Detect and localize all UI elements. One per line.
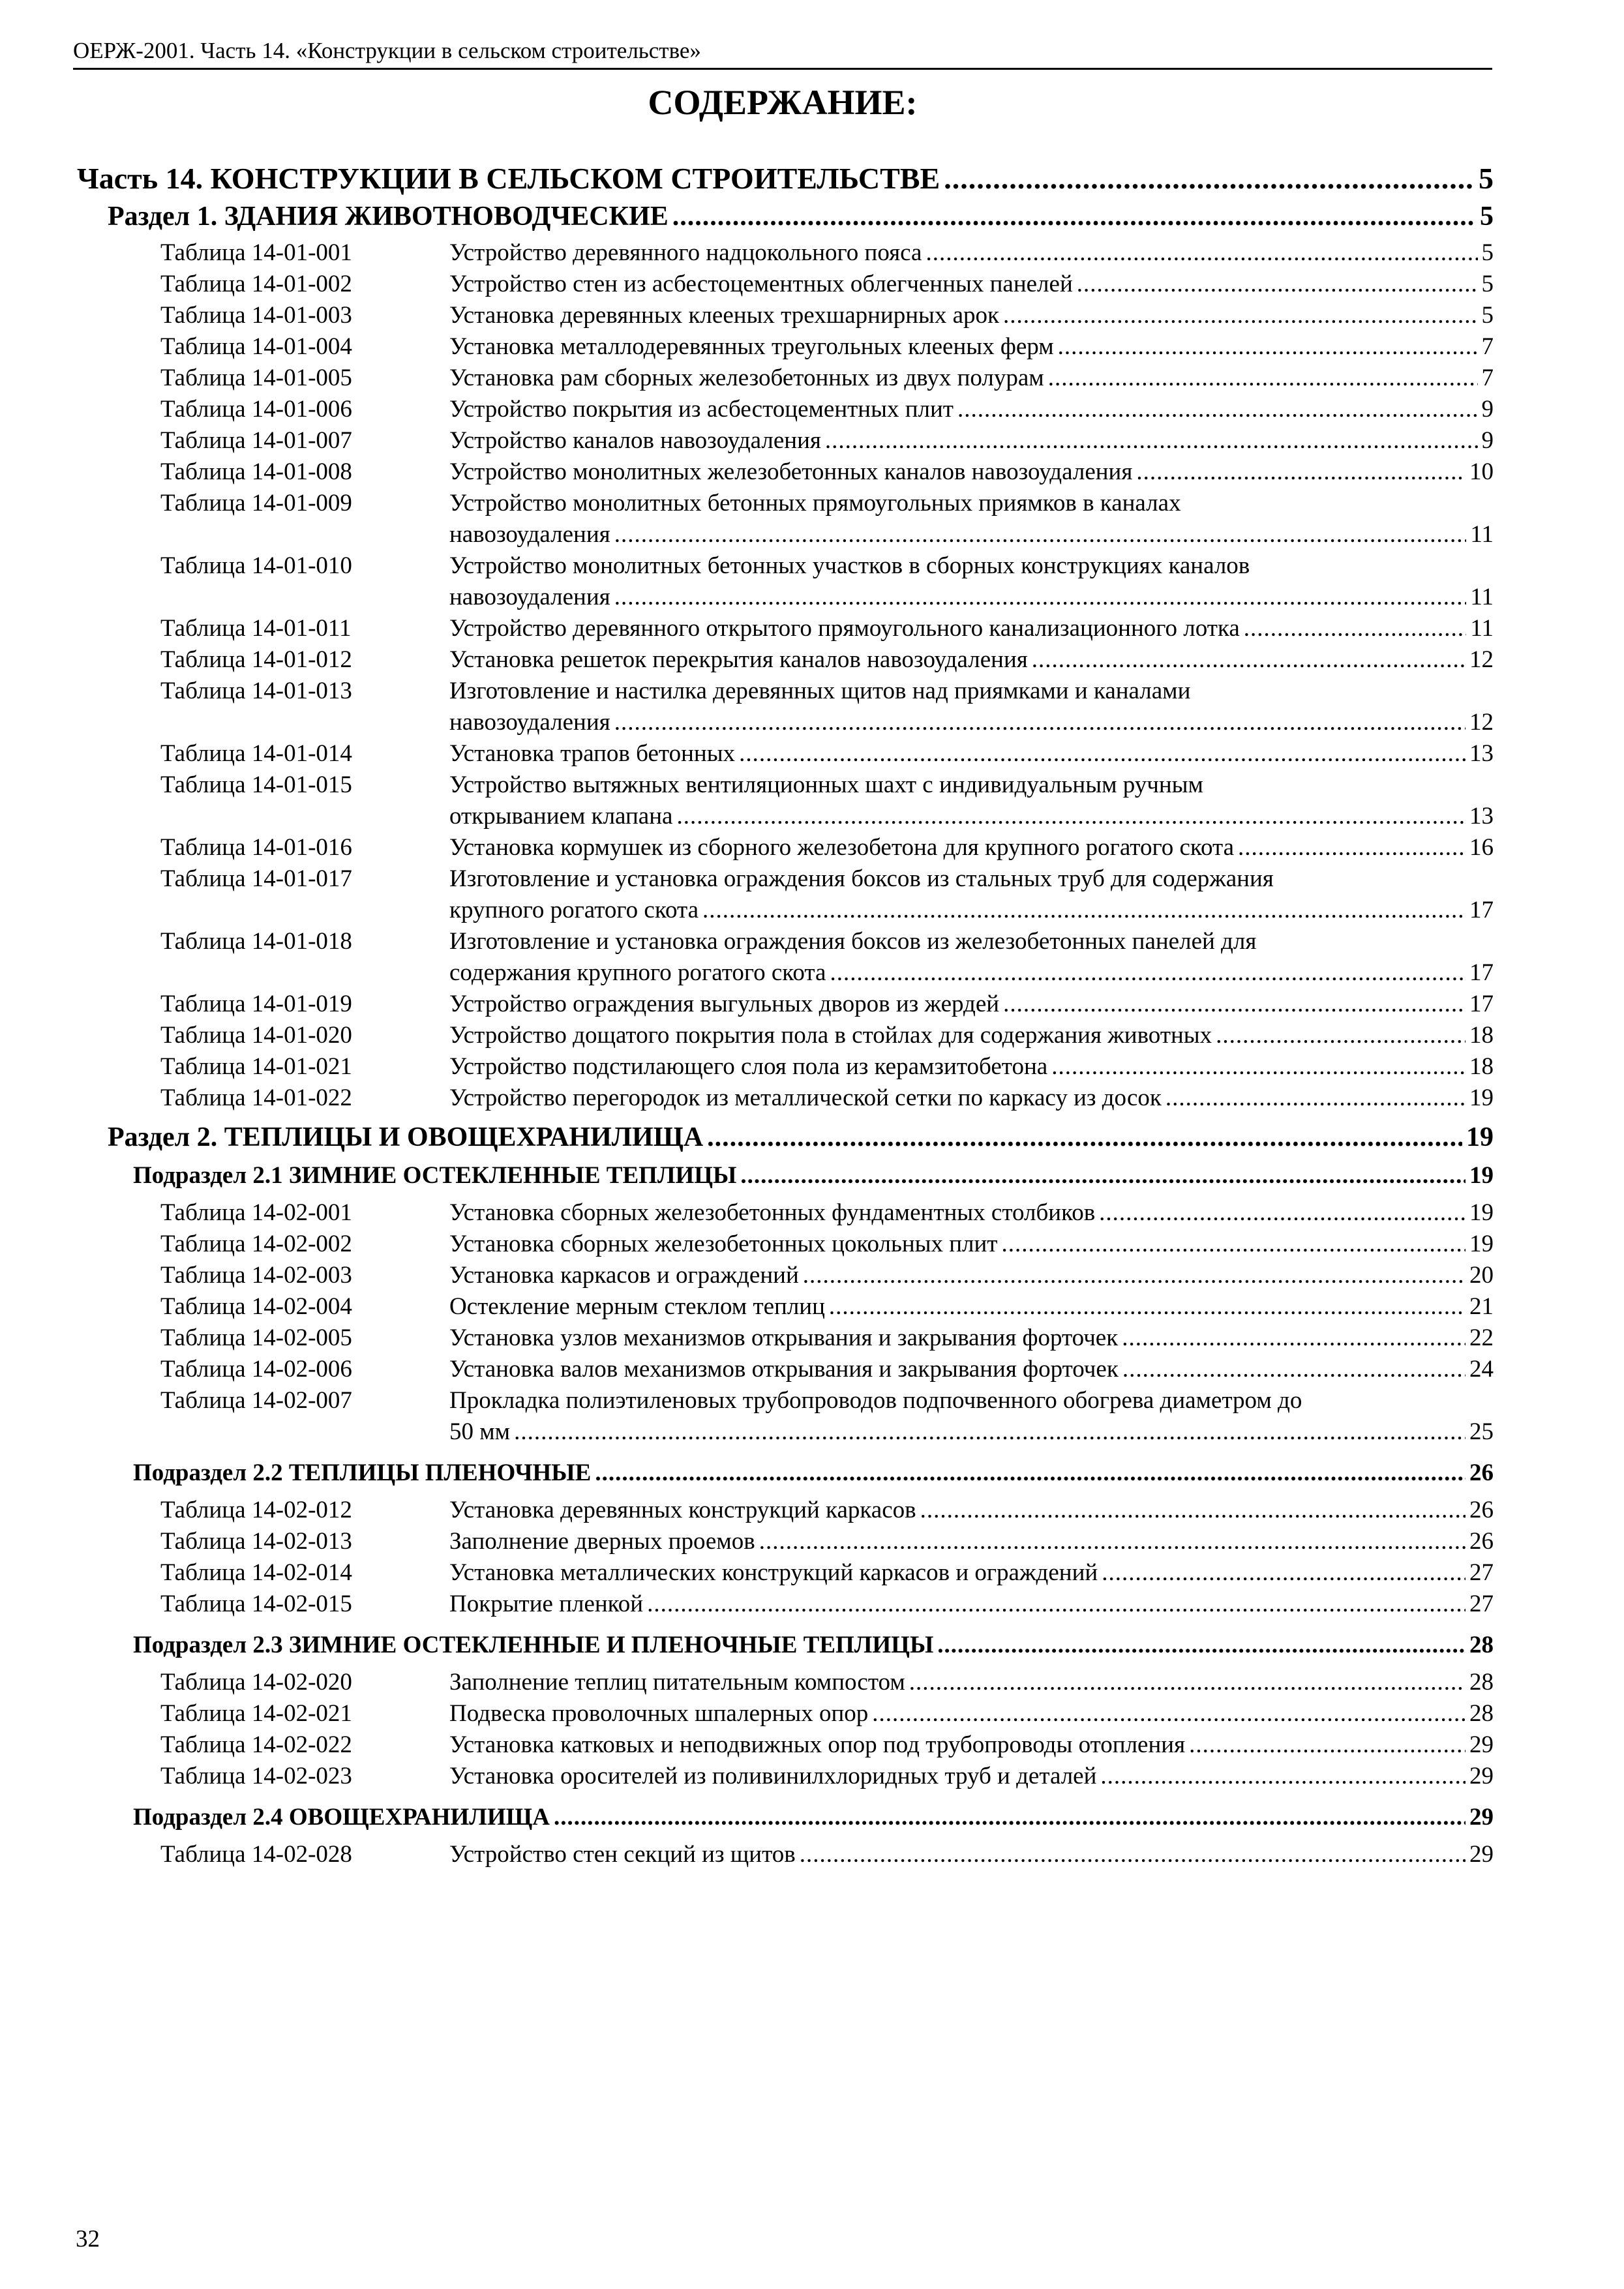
toc-entry-page: 5 bbox=[1481, 239, 1494, 266]
toc-entry bbox=[449, 1197, 1494, 1229]
dot-leader bbox=[944, 160, 1475, 197]
toc-subsection-label: Подраздел 2.4 ОВОЩЕХРАНИЛИЩА bbox=[133, 1804, 550, 1831]
toc-section-page: 19 bbox=[1466, 1122, 1494, 1152]
table-code: Таблица 14-02-003 bbox=[160, 1262, 352, 1289]
table-title-line: Изготовление и установка ограждения боксов из железобетонных панелей для bbox=[449, 928, 1257, 955]
toc-entry-label: Установка трапов бетонных bbox=[449, 740, 736, 767]
toc-entry bbox=[449, 957, 1494, 989]
dot-leader bbox=[1099, 1197, 1466, 1229]
toc-subsection bbox=[133, 1800, 1494, 1833]
dot-leader bbox=[1136, 456, 1466, 488]
toc-entry-label: Установка сборных железобетонных фундаментных столбиков bbox=[449, 1199, 1096, 1226]
toc-entry-label: навозоудаления bbox=[449, 521, 610, 548]
toc-entry-page: 18 bbox=[1469, 1053, 1494, 1080]
toc-entry-page: 11 bbox=[1470, 521, 1494, 548]
table-code: Таблица 14-02-028 bbox=[160, 1841, 352, 1868]
toc-entry-page: 29 bbox=[1469, 1731, 1494, 1758]
table-code: Таблица 14-01-014 bbox=[160, 740, 352, 767]
dot-leader bbox=[909, 1667, 1466, 1698]
dot-leader bbox=[829, 1291, 1466, 1323]
dot-leader bbox=[647, 1589, 1466, 1620]
toc-subsection bbox=[133, 1628, 1494, 1660]
table-code: Таблица 14-01-005 bbox=[160, 365, 352, 391]
dot-leader bbox=[1048, 363, 1478, 394]
dot-leader bbox=[872, 1698, 1466, 1729]
toc-entry-label: Устройство ограждения выгульных дворов из жердей bbox=[449, 991, 1000, 1017]
page-number: 32 bbox=[76, 2226, 100, 2252]
toc-part-label: Часть 14. КОНСТРУКЦИИ В СЕЛЬСКОМ СТРОИТЕЛЬСТВЕ bbox=[77, 162, 940, 195]
table-title-line: Изготовление и установка ограждения боксов из стальных труб для содержания bbox=[449, 865, 1274, 892]
toc-entry-label: Устройство дощатого покрытия пола в стойлах для содержания животных bbox=[449, 1022, 1212, 1049]
toc-entry bbox=[449, 269, 1494, 300]
toc-entry-label: Установка сборных железобетонных цокольных плит bbox=[449, 1231, 998, 1257]
dot-leader bbox=[1077, 269, 1478, 300]
toc-entry-label: 50 мм bbox=[449, 1418, 511, 1445]
toc-entry-label: Установка деревянных конструкций каркасов bbox=[449, 1497, 916, 1523]
dot-leader bbox=[957, 394, 1478, 425]
table-code: Таблица 14-01-001 bbox=[160, 239, 352, 266]
table-code: Таблица 14-02-012 bbox=[160, 1497, 352, 1523]
table-code: Таблица 14-01-013 bbox=[160, 678, 352, 704]
dot-leader bbox=[740, 1161, 1466, 1191]
toc-entry-page: 19 bbox=[1469, 1199, 1494, 1226]
toc-entry-page: 12 bbox=[1469, 709, 1494, 736]
toc-entry-page: 7 bbox=[1481, 365, 1494, 391]
toc-subsection-page: 26 bbox=[1469, 1459, 1494, 1486]
toc-subsection bbox=[133, 1456, 1494, 1488]
toc-entry bbox=[449, 300, 1494, 331]
toc-entry bbox=[449, 363, 1494, 394]
table-code: Таблица 14-02-023 bbox=[160, 1763, 352, 1789]
table-code: Таблица 14-01-002 bbox=[160, 271, 352, 297]
toc-entry bbox=[449, 832, 1494, 863]
toc-entry bbox=[449, 1416, 1494, 1448]
toc-entry-label: Установка рам сборных железобетонных из двух полурам bbox=[449, 365, 1044, 391]
table-code: Таблица 14-01-004 bbox=[160, 333, 352, 360]
toc-entry-page: 24 bbox=[1469, 1356, 1494, 1383]
table-code: Таблица 14-01-022 bbox=[160, 1085, 352, 1111]
table-code: Таблица 14-01-003 bbox=[160, 302, 352, 329]
dot-leader bbox=[707, 1120, 1462, 1154]
toc-entry-page: 13 bbox=[1469, 740, 1494, 767]
toc-entry-label: Остекление мерным стеклом теплиц bbox=[449, 1293, 825, 1320]
toc-entry bbox=[449, 1698, 1494, 1729]
toc-subsection bbox=[133, 1158, 1494, 1191]
table-code: Таблица 14-02-007 bbox=[160, 1387, 352, 1414]
table-code: Таблица 14-02-020 bbox=[160, 1669, 352, 1696]
toc-entry-page: 26 bbox=[1469, 1528, 1494, 1555]
toc-entry bbox=[449, 1354, 1494, 1385]
toc-entry bbox=[449, 613, 1494, 644]
toc-entry bbox=[449, 1260, 1494, 1291]
toc-entry-page: 11 bbox=[1470, 584, 1494, 610]
table-code: Таблица 14-01-019 bbox=[160, 991, 352, 1017]
toc-entry-label: Устройство перегородок из металлической сетки по каркасу из досок bbox=[449, 1085, 1162, 1111]
toc-entry-page: 11 bbox=[1470, 615, 1494, 642]
toc-entry bbox=[449, 1020, 1494, 1051]
toc-entry-label: Установка катковых и неподвижных опор под трубопроводы отопления bbox=[449, 1731, 1186, 1758]
toc-entry-page: 7 bbox=[1481, 333, 1494, 360]
toc-entry bbox=[449, 989, 1494, 1020]
toc-entry-label: Устройство деревянного надцокольного пояса bbox=[449, 239, 922, 266]
table-code: Таблица 14-02-001 bbox=[160, 1199, 352, 1226]
toc-entry-page: 29 bbox=[1469, 1841, 1494, 1868]
dot-leader bbox=[595, 1458, 1466, 1488]
toc-subsection-page: 19 bbox=[1469, 1162, 1494, 1189]
toc-entry-label: Устройство подстилающего слоя пола из керамзитобетона bbox=[449, 1053, 1048, 1080]
toc-entry bbox=[449, 1495, 1494, 1526]
toc-part bbox=[77, 157, 1494, 197]
dot-leader bbox=[925, 237, 1477, 269]
toc-entry bbox=[449, 895, 1494, 926]
table-code: Таблица 14-01-016 bbox=[160, 834, 352, 861]
toc-entry-label: навозоудаления bbox=[449, 584, 610, 610]
table-code: Таблица 14-01-010 bbox=[160, 552, 352, 579]
toc-entry-label: Установка валов механизмов открывания и закрывания форточек bbox=[449, 1356, 1119, 1383]
dot-leader bbox=[1216, 1020, 1466, 1051]
dot-leader bbox=[514, 1416, 1466, 1448]
toc-entry-page: 20 bbox=[1469, 1262, 1494, 1289]
toc-entry-label: Установка металлических конструкций каркасов и ограждений bbox=[449, 1559, 1098, 1586]
toc-entry bbox=[449, 644, 1494, 676]
toc-entry-page: 13 bbox=[1469, 803, 1494, 830]
dot-leader bbox=[614, 582, 1467, 613]
toc-subsection-page: 29 bbox=[1469, 1804, 1494, 1831]
toc-entry-label: Устройство стен из асбестоцементных облегченных панелей bbox=[449, 271, 1073, 297]
toc-entry-label: Покрытие пленкой bbox=[449, 1591, 644, 1617]
table-code: Таблица 14-01-018 bbox=[160, 928, 352, 955]
toc-entry bbox=[449, 237, 1494, 269]
page-title: СОДЕРЖАНИЕ: bbox=[648, 83, 918, 122]
table-code: Таблица 14-02-021 bbox=[160, 1700, 352, 1727]
toc-entry-label: Устройство покрытия из асбестоцементных плит bbox=[449, 396, 954, 423]
toc-section bbox=[108, 197, 1494, 233]
table-code: Таблица 14-02-002 bbox=[160, 1231, 352, 1257]
toc-section-page: 5 bbox=[1480, 202, 1494, 232]
toc-entry-page: 9 bbox=[1481, 427, 1494, 454]
table-title-line: Устройство монолитных бетонных прямоугольных приямков в каналах bbox=[449, 490, 1181, 516]
toc-entry-label: Устройство монолитных железобетонных каналов навозоудаления bbox=[449, 458, 1133, 485]
toc-entry bbox=[449, 1526, 1494, 1557]
table-code: Таблица 14-01-008 bbox=[160, 458, 352, 485]
toc-entry-page: 18 bbox=[1469, 1022, 1494, 1049]
toc-entry bbox=[449, 801, 1494, 832]
table-code: Таблица 14-02-006 bbox=[160, 1356, 352, 1383]
dot-leader bbox=[1189, 1729, 1466, 1761]
toc-entry-page: 17 bbox=[1469, 897, 1494, 923]
toc-entry-label: Установка деревянных клееных трехшарнирных арок bbox=[449, 302, 1000, 329]
toc-entry-label: Установка решеток перекрытия каналов навозоудаления bbox=[449, 646, 1028, 673]
toc-entry-label: Заполнение теплиц питательным компостом bbox=[449, 1669, 905, 1696]
dot-leader bbox=[1100, 1761, 1466, 1792]
dot-leader bbox=[1051, 1051, 1466, 1083]
toc-section bbox=[108, 1118, 1494, 1154]
dot-leader bbox=[800, 1839, 1466, 1870]
toc-entry bbox=[449, 519, 1494, 550]
dot-leader bbox=[1122, 1354, 1466, 1385]
dot-leader bbox=[830, 957, 1466, 989]
dot-leader bbox=[920, 1495, 1466, 1526]
toc-entry-page: 19 bbox=[1469, 1085, 1494, 1111]
dot-leader bbox=[1238, 832, 1466, 863]
toc-entry-label: навозоудаления bbox=[449, 709, 610, 736]
toc-subsection-label: Подраздел 2.2 ТЕПЛИЦЫ ПЛЕНОЧНЫЕ bbox=[133, 1459, 592, 1486]
toc-entry-page: 17 bbox=[1469, 959, 1494, 986]
dot-leader bbox=[739, 738, 1466, 770]
toc-entry-label: Устройство стен секций из щитов bbox=[449, 1841, 796, 1868]
toc-entry bbox=[449, 1557, 1494, 1589]
toc-entry-page: 17 bbox=[1469, 991, 1494, 1017]
toc-entry-label: Подвеска проволочных шпалерных опор bbox=[449, 1700, 869, 1727]
toc-entry-page: 28 bbox=[1469, 1669, 1494, 1696]
toc-entry-label: Установка оросителей из поливинилхлоридных труб и деталей bbox=[449, 1763, 1097, 1789]
dot-leader bbox=[1001, 1229, 1466, 1260]
table-code: Таблица 14-01-009 bbox=[160, 490, 352, 516]
table-code: Таблица 14-01-006 bbox=[160, 396, 352, 423]
table-code: Таблица 14-01-012 bbox=[160, 646, 352, 673]
dot-leader bbox=[1122, 1323, 1466, 1354]
table-code: Таблица 14-01-015 bbox=[160, 771, 352, 798]
toc-entry-label: Установка металлодеревянных треугольных клееных ферм bbox=[449, 333, 1054, 360]
toc-entry bbox=[449, 738, 1494, 770]
toc-subsection-label: Подраздел 2.1 ЗИМНИЕ ОСТЕКЛЕННЫЕ ТЕПЛИЦЫ bbox=[133, 1162, 737, 1189]
toc-entry bbox=[449, 331, 1494, 363]
dot-leader bbox=[614, 707, 1466, 738]
toc-entry-page: 25 bbox=[1469, 1418, 1494, 1445]
toc-entry-page: 10 bbox=[1469, 458, 1494, 485]
dot-leader bbox=[614, 519, 1467, 550]
dot-leader bbox=[1003, 300, 1477, 331]
toc-entry bbox=[449, 1729, 1494, 1761]
dot-leader bbox=[1244, 613, 1467, 644]
toc-entry bbox=[449, 1589, 1494, 1620]
toc-subsection-label: Подраздел 2.3 ЗИМНИЕ ОСТЕКЛЕННЫЕ И ПЛЕНОЧНЫЕ ТЕПЛИЦЫ bbox=[133, 1632, 934, 1658]
toc-entry bbox=[449, 582, 1494, 613]
table-code: Таблица 14-01-007 bbox=[160, 427, 352, 454]
toc-entry-label: Устройство каналов навозоудаления bbox=[449, 427, 821, 454]
toc-entry bbox=[449, 707, 1494, 738]
dot-leader bbox=[1165, 1083, 1466, 1114]
toc-entry-page: 9 bbox=[1481, 396, 1494, 423]
table-code: Таблица 14-02-005 bbox=[160, 1324, 352, 1351]
table-code: Таблица 14-01-011 bbox=[160, 615, 352, 642]
dot-leader bbox=[1102, 1557, 1466, 1589]
toc-entry-page: 5 bbox=[1481, 271, 1494, 297]
toc-entry bbox=[449, 425, 1494, 456]
toc-entry-page: 22 bbox=[1469, 1324, 1494, 1351]
toc-entry-page: 5 bbox=[1481, 302, 1494, 329]
toc-entry bbox=[449, 1839, 1494, 1870]
dot-leader bbox=[676, 801, 1466, 832]
table-code: Таблица 14-02-013 bbox=[160, 1528, 352, 1555]
toc-entry-page: 21 bbox=[1469, 1293, 1494, 1320]
toc-entry-label: открыванием клапана bbox=[449, 803, 673, 830]
table-code: Таблица 14-01-017 bbox=[160, 865, 352, 892]
table-code: Таблица 14-02-022 bbox=[160, 1731, 352, 1758]
toc-entry-label: содержания крупного рогатого скота bbox=[449, 959, 826, 986]
table-title-line: Изготовление и настилка деревянных щитов над приямками и каналами bbox=[449, 678, 1191, 704]
table-title-line: Устройство монолитных бетонных участков в сборных конструкциях каналов bbox=[449, 552, 1250, 579]
toc-entry bbox=[449, 394, 1494, 425]
toc-entry bbox=[449, 456, 1494, 488]
toc-section-label: Раздел 2. ТЕПЛИЦЫ И ОВОЩЕХРАНИЛИЩА bbox=[108, 1122, 704, 1152]
table-title-line: Прокладка полиэтиленовых трубопроводов подпочвенного обогрева диаметром до bbox=[449, 1387, 1302, 1414]
toc-entry bbox=[449, 1667, 1494, 1698]
toc-entry-page: 19 bbox=[1469, 1231, 1494, 1257]
toc-entry-label: Установка узлов механизмов открывания и закрывания форточек bbox=[449, 1324, 1119, 1351]
toc-entry bbox=[449, 1761, 1494, 1792]
toc-entry bbox=[449, 1051, 1494, 1083]
dot-leader bbox=[1032, 644, 1466, 676]
toc-entry-label: Установка кормушек из сборного железобетона для крупного рогатого скота bbox=[449, 834, 1235, 861]
toc-entry bbox=[449, 1083, 1494, 1114]
table-code: Таблица 14-02-015 bbox=[160, 1591, 352, 1617]
toc-entry-page: 16 bbox=[1469, 834, 1494, 861]
dot-leader bbox=[825, 425, 1478, 456]
dot-leader bbox=[672, 200, 1476, 233]
toc-entry-page: 26 bbox=[1469, 1497, 1494, 1523]
toc-entry-page: 27 bbox=[1469, 1559, 1494, 1586]
table-code: Таблица 14-01-020 bbox=[160, 1022, 352, 1049]
dot-leader bbox=[554, 1803, 1466, 1833]
toc-entry bbox=[449, 1291, 1494, 1323]
toc-entry-label: Заполнение дверных проемов bbox=[449, 1528, 755, 1555]
toc-entry-page: 12 bbox=[1469, 646, 1494, 673]
toc-entry bbox=[449, 1229, 1494, 1260]
toc-entry-page: 27 bbox=[1469, 1591, 1494, 1617]
dot-leader bbox=[803, 1260, 1466, 1291]
table-title-line: Устройство вытяжных вентиляционных шахт с индивидуальным ручным bbox=[449, 771, 1203, 798]
dot-leader bbox=[759, 1526, 1466, 1557]
toc-entry-label: крупного рогатого скота bbox=[449, 897, 699, 923]
toc-entry-page: 29 bbox=[1469, 1763, 1494, 1789]
dot-leader bbox=[1003, 989, 1466, 1020]
toc-subsection-page: 28 bbox=[1469, 1632, 1494, 1658]
toc-entry-page: 28 bbox=[1469, 1700, 1494, 1727]
table-code: Таблица 14-02-004 bbox=[160, 1293, 352, 1320]
dot-leader bbox=[937, 1630, 1466, 1660]
table-code: Таблица 14-02-014 bbox=[160, 1559, 352, 1586]
toc-entry-label: Установка каркасов и ограждений bbox=[449, 1262, 799, 1289]
toc-section-label: Раздел 1. ЗДАНИЯ ЖИВОТНОВОДЧЕСКИЕ bbox=[108, 202, 669, 232]
toc-part-page: 5 bbox=[1479, 162, 1494, 195]
toc-entry-label: Устройство деревянного открытого прямоугольного канализационного лотка bbox=[449, 615, 1240, 642]
dot-leader bbox=[702, 895, 1466, 926]
running-header: ОЕРЖ-2001. Часть 14. «Конструкции в сельском строительстве» bbox=[73, 37, 1492, 70]
dot-leader bbox=[1058, 331, 1478, 363]
table-code: Таблица 14-01-021 bbox=[160, 1053, 352, 1080]
toc-entry bbox=[449, 1323, 1494, 1354]
